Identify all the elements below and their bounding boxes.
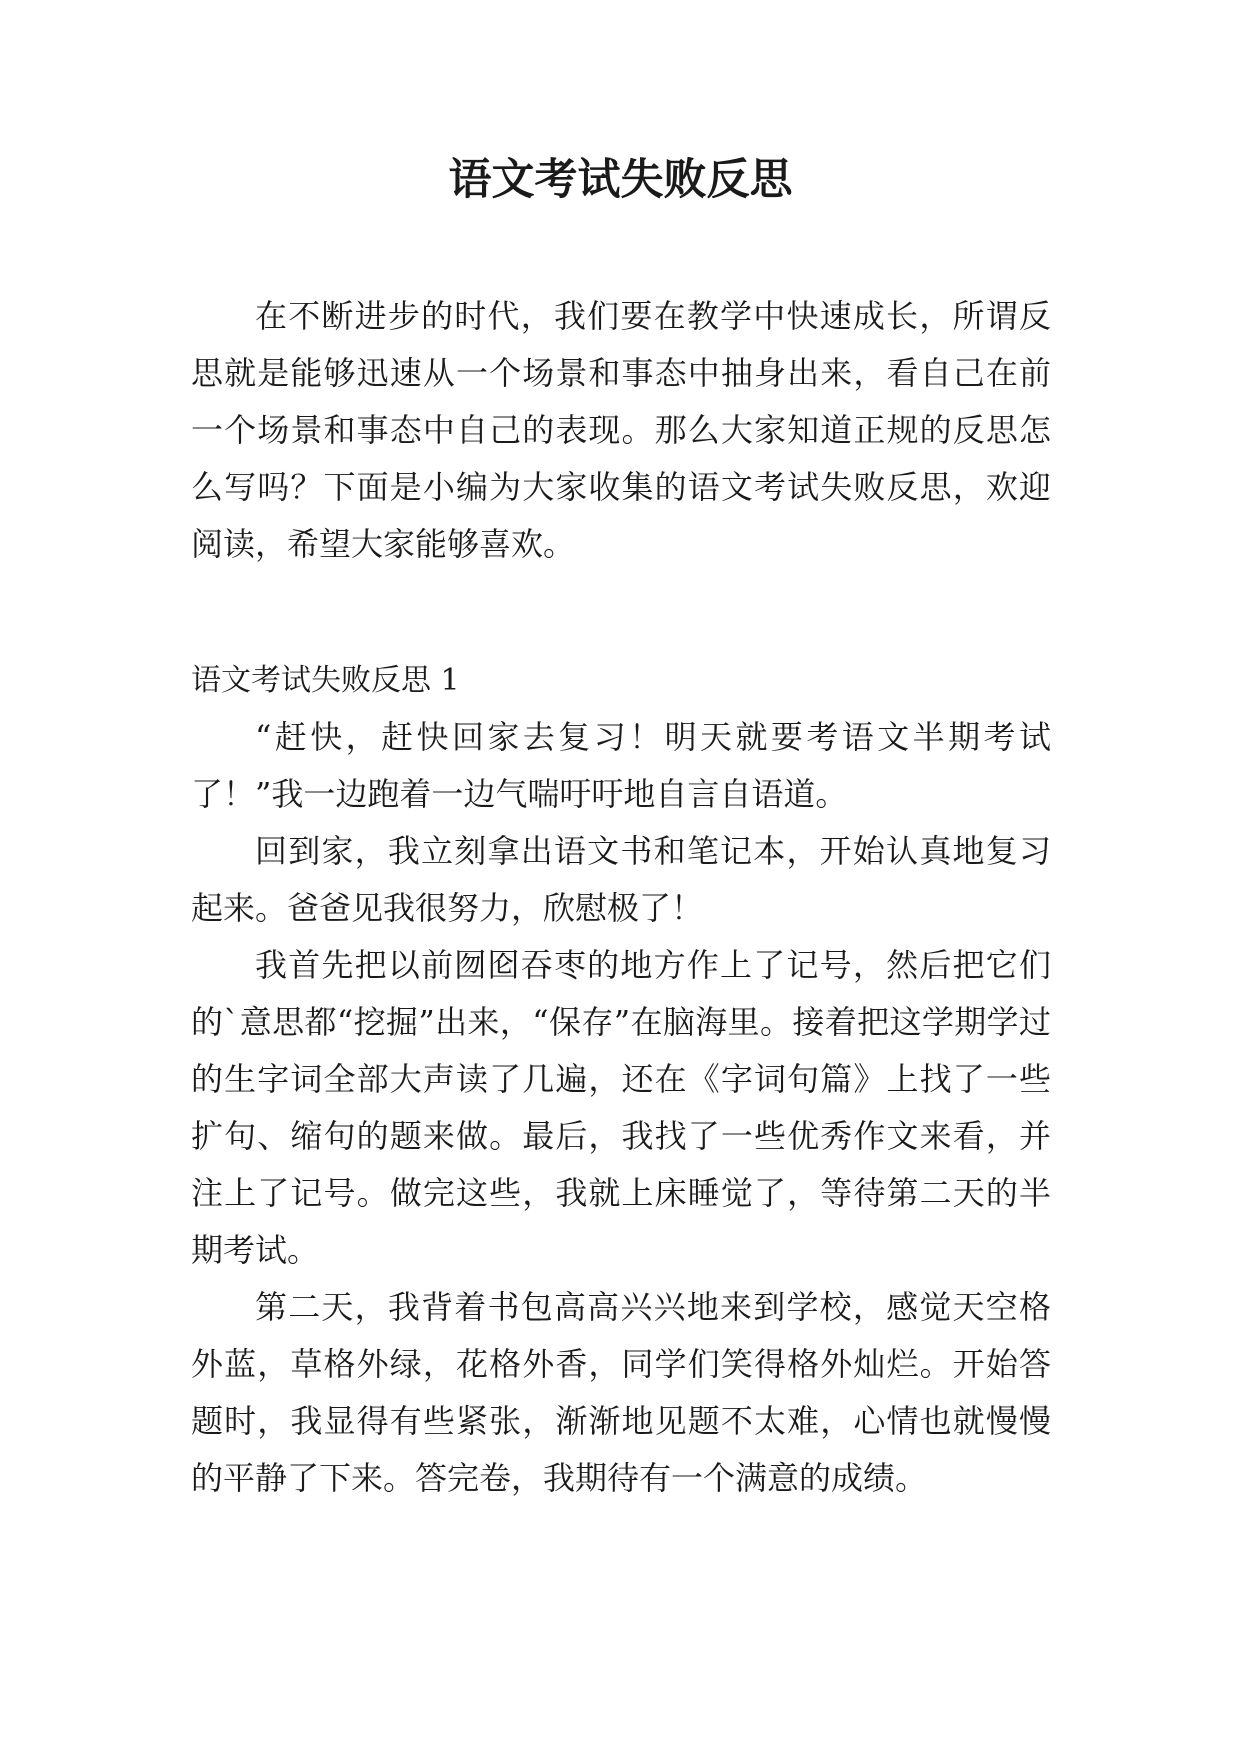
body-paragraph: “赶快，赶快回家去复习！明天就要考语文半期考试了！”我一边跑着一边气喘吁吁地自言自语道。 xyxy=(191,718,1051,813)
body-paragraph: 我首先把以前囫囵吞枣的地方作上了记号，然后把它们的`意思都“挖掘”出来，“保存”在脑海里。接着把这学期学过的生字词全部大声读了几遍，还在《字词句篇》上找了一些扩句、缩句的题来做。最后，我找了一些优秀作文来看，并注上了记号。做完这些，我就上床睡觉了，等待第二天的半期考试。 xyxy=(191,946,1051,1269)
body-paragraph: 回到家，我立刻拿出语文书和笔记本，开始认真地复习起来。爸爸见我很努力，欣慰极了！ xyxy=(191,832,1051,927)
document-body xyxy=(191,288,1051,1507)
body-paragraph: 第二天，我背着书包高高兴兴地来到学校，感觉天空格外蓝，草格外绿，花格外香，同学们笑得格外灿烂。开始答题时，我显得有些紧张，渐渐地见题不太难，心情也就慢慢的平静了下来。答完卷，我期待有一个满意的成绩。 xyxy=(191,1288,1051,1497)
document-title: 语文考试失败反思 xyxy=(448,155,793,205)
section-heading: 语文考试失败反思 1 xyxy=(191,663,460,698)
intro-paragraph: 在不断进步的时代，我们要在教学中快速成长，所谓反思就是能够迅速从一个场景和事态中抽身出来，看自己在前一个场景和事态中自己的表现。那么大家知道正规的反思怎么写吗？下面是小编为大家收集的语文考试失败反思，欢迎阅读，希望大家能够喜欢。 xyxy=(191,297,1051,563)
